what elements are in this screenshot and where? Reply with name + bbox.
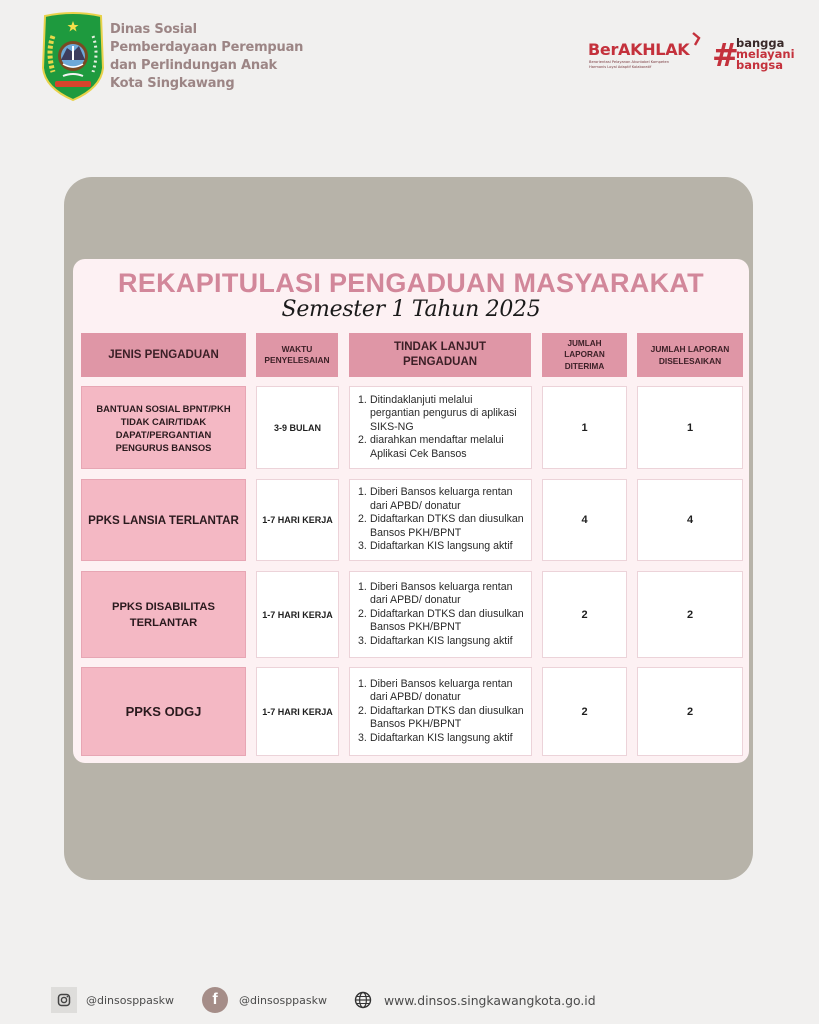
tindak-item [358,635,524,648]
tindak-item [358,486,524,513]
berakhlak-logo [588,32,704,74]
tindak-item [358,394,517,434]
table-row-diterima [542,667,627,756]
tindak-text: Diberi Bansos keluarga rentan [370,486,513,499]
jenis-line: PPKS DISABILITAS [112,600,215,613]
tindak-text: diarahkan mendaftar melalui [370,434,504,447]
tindak-text: Diberi Bansos keluarga rentan [370,677,513,690]
column-header-diselesaikan [637,333,743,377]
tindak-item [358,608,524,635]
table-row-tindak-lanjut [349,667,532,756]
table-row-jenis [81,571,246,658]
table-row-diselesaikan [637,667,743,756]
tindak-text: Bansos PKH/BPNT [370,621,462,634]
tindak-text: Didaftarkan DTKS dan diusulkan [370,607,524,620]
tindak-number: 1. [358,486,367,499]
tindak-text: Bansos PKH/BPNT [370,526,462,539]
tindak-text: Didaftarkan DTKS dan diusulkan [370,704,524,717]
report-title: REKAPITULASI PENGADUAN MASYARAKAT [118,268,704,298]
table-row-diselesaikan [637,386,743,469]
waktu-value: 1-7 HARI KERJA [262,609,333,620]
column-header-waktu [256,333,338,377]
table-row-jenis [81,667,246,756]
table-row-waktu [256,667,339,756]
table-row-jenis [81,386,246,469]
table-row-diselesaikan [637,571,743,658]
tindak-text: SIKS-NG [370,420,414,433]
tindak-list [358,486,524,553]
tindak-number: 3. [358,540,367,553]
tindak-text: dari APBD/ donatur [370,594,461,607]
instagram-handle[interactable]: @dinsosppaskw [86,993,175,1007]
tindak-text: pergantian pengurus di aplikasi [370,407,517,420]
diselesaikan-value: 1 [686,421,694,434]
jenis-line: TIDAK CAIR/TIDAK [120,415,207,427]
diterima-value: 4 [581,514,588,526]
tindak-text: Didaftarkan KIS langsung aktif [370,731,513,744]
facebook-icon: f [202,987,228,1013]
kota-singkawang-logo [41,12,105,102]
column-header-diselesaikan-line: JUMLAH LAPORAN [650,344,730,354]
tindak-number: 2. [358,704,367,717]
instagram-icon [51,987,77,1013]
berakhlak-tagline-1: Berorientasi Pelayanan Akuntabel Kompeten [589,60,670,64]
table-row-tindak-lanjut [349,386,532,469]
column-header-jenis [81,333,246,377]
column-header-tindak-lanjut [349,333,531,377]
table-row-diselesaikan [637,479,743,561]
tindak-number: 2. [358,434,367,447]
tindak-number: 1. [358,393,367,406]
facebook-handle[interactable]: @dinsosppaskw [239,993,328,1007]
tindak-item [358,705,524,732]
footer-facebook[interactable] [202,987,327,1013]
bangga-melayani-bangsa-logo [712,36,795,78]
jenis-line: DAPAT/PERGANTIAN [115,428,212,440]
tindak-list [358,581,524,648]
org-line: Dinas Sosial [110,22,197,37]
tindak-number: 1. [358,580,367,593]
column-header-diterima-line: LAPORAN [564,350,605,360]
berakhlak-tagline [589,60,669,69]
table-row-diterima [542,386,627,469]
org-line: Pemberdayaan Perempuan [110,40,304,55]
waktu-value: 1-7 HARI KERJA [262,515,333,525]
tindak-list [358,678,524,745]
tindak-text: Aplikasi Cek Bansos [370,447,467,460]
column-header-diterima-line: DITERIMA [564,361,605,371]
column-header-diterima [542,333,627,377]
diterima-value: 2 [581,608,588,621]
table-row-diterima [542,479,627,561]
org-line: Kota Singkawang [110,76,235,91]
tindak-text: dari APBD/ donatur [370,691,461,704]
tindak-text: Didaftarkan KIS langsung aktif [370,634,513,647]
jenis-line: PPKS ODGJ [125,704,202,719]
table-row-waktu [256,571,339,658]
report-subtitle: Semester 1 Tahun 2025 [281,297,541,322]
diselesaikan-value: 4 [686,514,694,526]
jenis-line: TERLANTAR [129,616,198,629]
waktu-value: 1-7 HARI KERJA [262,706,333,717]
column-header-jenis-label: JENIS PENGADUAN [108,349,219,361]
tindak-list [358,394,517,461]
hashtag-icon: # [712,36,739,74]
tindak-number: 3. [358,634,367,647]
berakhlak-word: BerAKHLAK [588,40,690,59]
footer-website[interactable] [354,987,596,1013]
table-row-waktu [256,386,339,469]
tindak-number: 2. [358,607,367,620]
tindak-number: 3. [358,731,367,744]
bangga-line-3: bangsa [736,58,784,72]
jenis-line: PENGURUS BANSOS [115,441,212,453]
chevron-icon [691,32,701,46]
column-header-diselesaikan-line: DISELESAIKAN [658,356,722,366]
tindak-item [358,678,524,705]
org-line: dan Perlindungan Anak [110,58,277,73]
footer-instagram[interactable] [51,987,174,1013]
table-row-diterima [542,571,627,658]
jenis-line: PPKS LANSIA TERLANTAR [88,513,239,527]
diterima-value: 2 [581,705,588,718]
diselesaikan-value: 2 [686,608,694,621]
table-row-tindak-lanjut [349,479,532,561]
tindak-item [358,434,517,461]
globe-icon [354,991,372,1009]
column-header-waktu-line: WAKTU [281,344,313,354]
tindak-text: dari APBD/ donatur [370,499,461,512]
bangga-line-2: melayani [736,47,795,61]
table-row-tindak-lanjut [349,571,532,658]
tindak-text: Bansos PKH/BPNT [370,718,462,731]
tindak-number: 2. [358,513,367,526]
tindak-item [358,540,524,553]
diselesaikan-value: 2 [686,705,694,718]
table-row-waktu [256,479,339,561]
tindak-text: Diberi Bansos keluarga rentan [370,580,513,593]
table-row-jenis [81,479,246,561]
tindak-item [358,513,524,540]
column-header-diterima-line: JUMLAH [567,338,602,348]
column-header-tindak-line: PENGADUAN [402,356,478,368]
column-header-waktu-line: PENYELESAIAN [264,355,330,365]
website-link[interactable]: www.dinsos.singkawangkota.go.id [384,992,596,1008]
organization-name [110,21,303,93]
column-header-tindak-line: TINDAK LANJUT [394,341,486,353]
tindak-item [358,732,524,745]
tindak-text: Ditindaklanjuti melalui [370,393,473,406]
tindak-text: Didaftarkan KIS langsung aktif [370,540,513,553]
waktu-value: 3-9 BULAN [273,422,321,433]
tindak-item [358,581,524,608]
diterima-value: 1 [581,421,588,434]
tindak-text: Didaftarkan DTKS dan diusulkan [370,513,524,526]
berakhlak-tagline-2: Harmonis Loyal Adaptif Kolaboratif [589,64,652,69]
jenis-line: BANTUAN SOSIAL BPNT/PKH [96,402,231,414]
tindak-number: 1. [358,677,367,690]
bangga-line-1: bangga [736,36,785,50]
